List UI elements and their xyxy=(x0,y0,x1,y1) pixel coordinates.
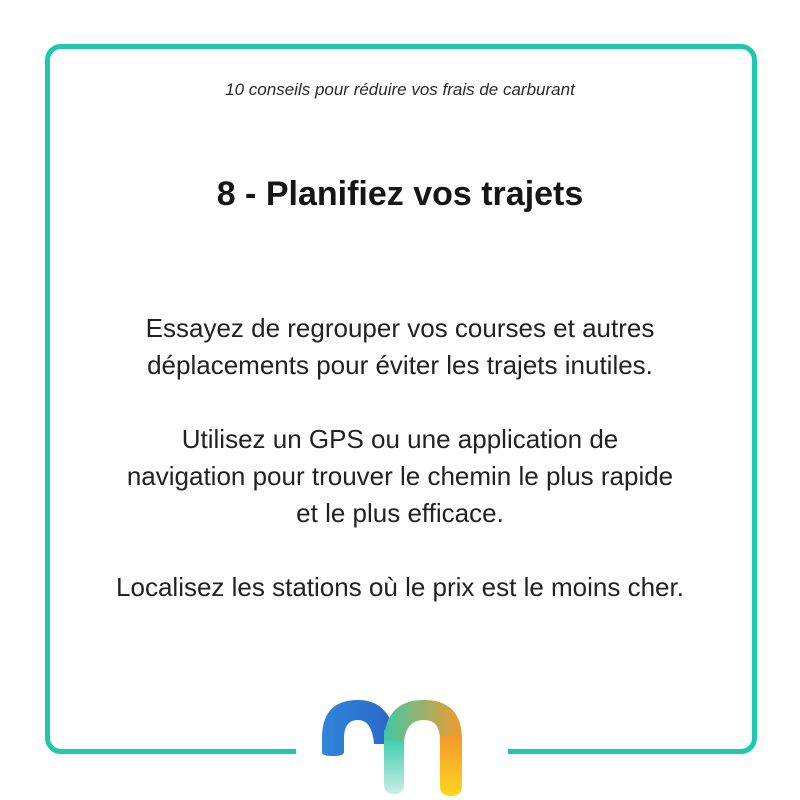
tip-paragraph-3: Localisez les stations où le prix est le moins cher. xyxy=(116,572,684,602)
tip-title: 8 - Planifiez vos trajets xyxy=(216,175,584,213)
m-letter-logo-icon xyxy=(312,690,492,800)
series-title: 10 conseils pour réduire vos frais de carburant xyxy=(225,80,575,99)
tip-paragraph-1: Essayez de regrouper vos courses et autres déplacements pour éviter les trajets inutiles. xyxy=(145,313,655,380)
tip-body xyxy=(60,310,740,643)
tip-paragraph-2: Utilisez un GPS ou une application de navigation pour trouver le chemin le plus rapide et le plus efficace. xyxy=(126,424,674,528)
